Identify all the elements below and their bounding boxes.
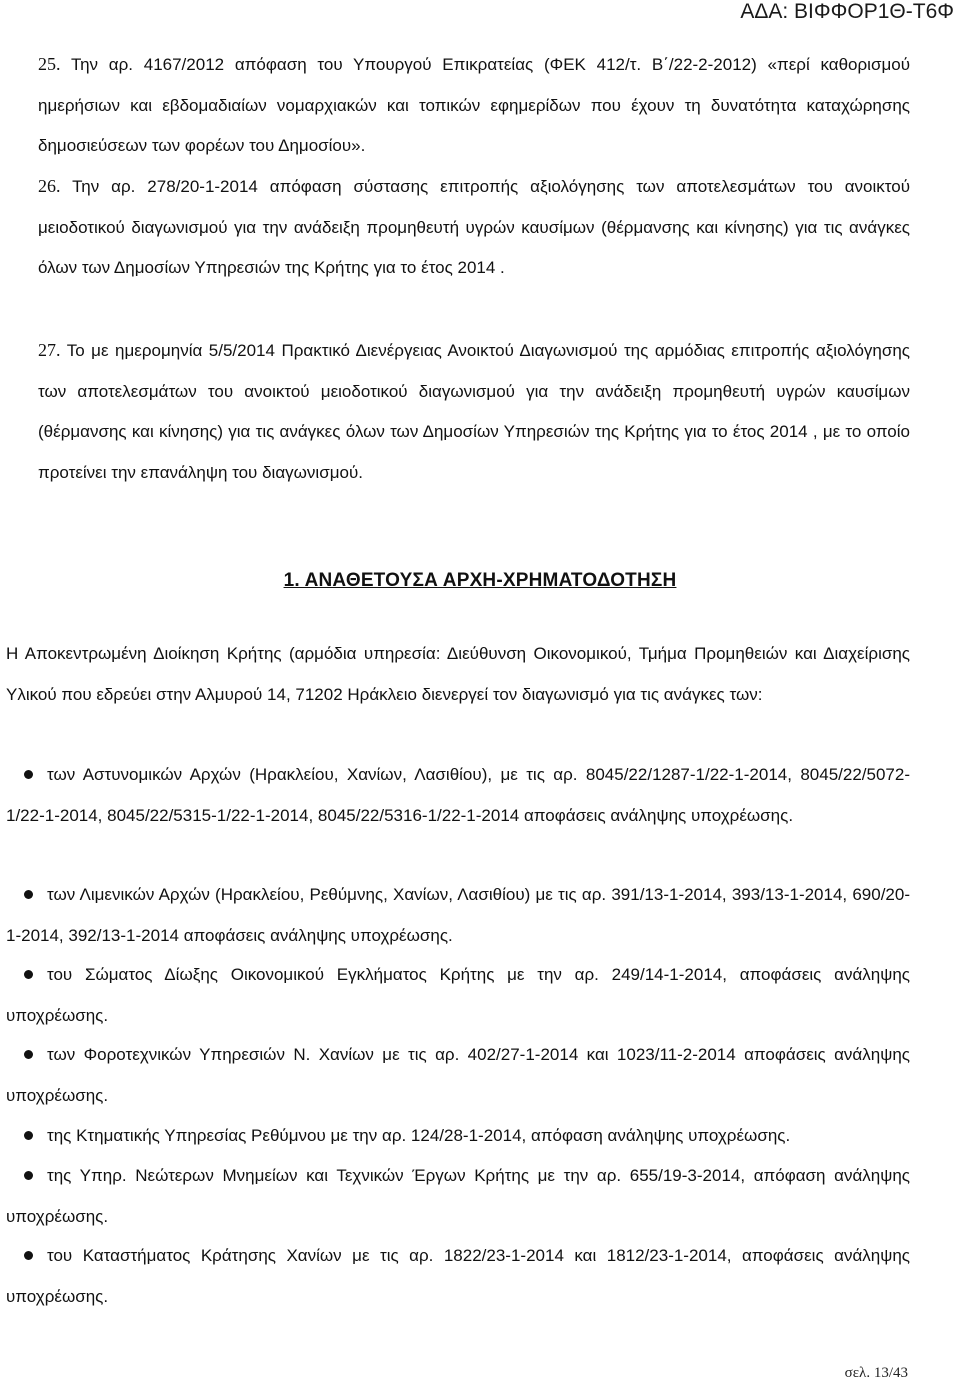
section-heading: 1. ΑΝΑΘΕΤΟΥΣΑ ΑΡΧΗ-ΧΡΗΜΑΤΟΔΟΤΗΣΗ bbox=[283, 570, 677, 591]
bullet-icon bbox=[24, 890, 33, 899]
bullet-item bbox=[6, 1035, 910, 1116]
bullet-text: του Σώματος Δίωξης Οικονομικού Εγκλήματος Κρήτης με την αρ. 249/14-1-2014, αποφάσεις ανάληψης υποχρέωσης. bbox=[6, 965, 910, 1025]
item-text: Το με ημερομηνία 5/5/2014 Πρακτικό Διενέργειας Ανοικτού Διαγωνισμού της αρμόδιας επιτροπής αξιολόγησης των αποτελεσμάτων του ανοικτού μειοδοτικού διαγωνισμού για την ανάδειξη προμηθευτή υγρών καυσίμων (θέρμανσης και κίνησης) για τις ανάγκες όλων των Δημοσίων Υπηρεσιών της Κρήτης για το έτος 2014 , με το οποίο προτείνει την επανάληψη του διαγωνισμού. bbox=[38, 341, 910, 482]
list-item bbox=[38, 166, 910, 289]
bullet-icon bbox=[24, 1251, 33, 1260]
item-number: 27. bbox=[38, 340, 61, 360]
section-intro: Η Αποκεντρωμένη Διοίκηση Κρήτης (αρμόδια υπηρεσία: Διεύθυνση Οικονομικού, Τμήμα Προμηθειών και Διαχείρισης Υλικού που εδρεύει στην Αλμυρού 14, 71202 Ηράκλειο διενεργεί τον διαγωνισμό για τις ανάγκες των: bbox=[6, 644, 910, 704]
bullet-item bbox=[6, 755, 910, 836]
bullet-item bbox=[6, 1236, 910, 1317]
item-number: 26. bbox=[38, 176, 61, 196]
bullet-icon bbox=[24, 970, 33, 979]
list-item bbox=[38, 330, 910, 493]
bullet-item bbox=[6, 1156, 910, 1237]
bullet-text: της Κτηματικής Υπηρεσίας Ρεθύμνου με την αρ. 124/28-1-2014, απόφαση ανάληψης υποχρέωσης. bbox=[47, 1126, 791, 1145]
ada-code: ΑΔΑ: ΒΙΦΦΟΡ1Θ-Τ6Φ bbox=[740, 0, 954, 23]
bullet-item bbox=[6, 875, 910, 956]
bullet-text: των Αστυνομικών Αρχών (Ηρακλείου, Χανίων, Λασιθίου), με τις αρ. 8045/22/1287-1/22-1-2014, 8045/22/5072-1/22-1-2014, 8045/22/5315-1/22-1-2014, 8045/22/5316-1/22-1-2014 αποφάσεις ανάληψης υποχρέωσης. bbox=[6, 765, 910, 825]
bullet-icon bbox=[24, 1050, 33, 1059]
bullet-text: των Λιμενικών Αρχών (Ηρακλείου, Ρεθύμνης, Χανίων, Λασιθίου) με τις αρ. 391/13-1-2014, 393/13-1-2014, 690/20-1-2014, 392/13-1-2014 αποφάσεις ανάληψης υποχρέωσης. bbox=[6, 885, 910, 945]
bullet-text: της Υπηρ. Νεώτερων Μνημείων και Τεχνικών Έργων Κρήτης με την αρ. 655/19-3-2014, απόφαση ανάληψης υποχρέωσης. bbox=[6, 1166, 910, 1226]
bullet-icon bbox=[24, 1131, 33, 1140]
bullet-icon bbox=[24, 770, 33, 779]
bullet-item bbox=[6, 955, 910, 1036]
bullet-icon bbox=[24, 1171, 33, 1180]
page-number: σελ. 13/43 bbox=[844, 1365, 908, 1381]
list-item bbox=[38, 44, 910, 167]
bullet-item bbox=[6, 1116, 910, 1157]
item-text: Την αρ. 278/20-1-2014 απόφαση σύστασης επιτροπής αξιολόγησης των αποτελεσμάτων του ανοικτού μειοδοτικού διαγωνισμού για την ανάδειξη προμηθευτή υγρών καυσίμων (θέρμανσης και κίνησης) για τις ανάγκες όλων των Δημοσίων Υπηρεσιών της Κρήτης για το έτος 2014 . bbox=[38, 177, 910, 277]
bullet-text: του Καταστήματος Κράτησης Χανίων με τις αρ. 1822/23-1-2014 και 1812/23-1-2014, αποφάσεις ανάληψης υποχρέωσης. bbox=[6, 1246, 910, 1306]
item-text: Την αρ. 4167/2012 απόφαση του Υπουργού Επικρατείας (ΦΕΚ 412/τ. Β΄/22-2-2012) «περί καθορισμού ημερήσιων και εβδομαδιαίων νομαρχιακών και τοπικών εφημερίδων που έχουν τη δυνατότητα καταχώρησης δημοσιεύσεων των φορέων του Δημοσίου». bbox=[38, 55, 910, 155]
bullet-text: των Φοροτεχνικών Υπηρεσιών Ν. Χανίων με τις αρ. 402/27-1-2014 και 1023/11-2-2014 αποφάσεις ανάληψης υποχρέωσης. bbox=[6, 1045, 910, 1105]
item-number: 25. bbox=[38, 54, 61, 74]
